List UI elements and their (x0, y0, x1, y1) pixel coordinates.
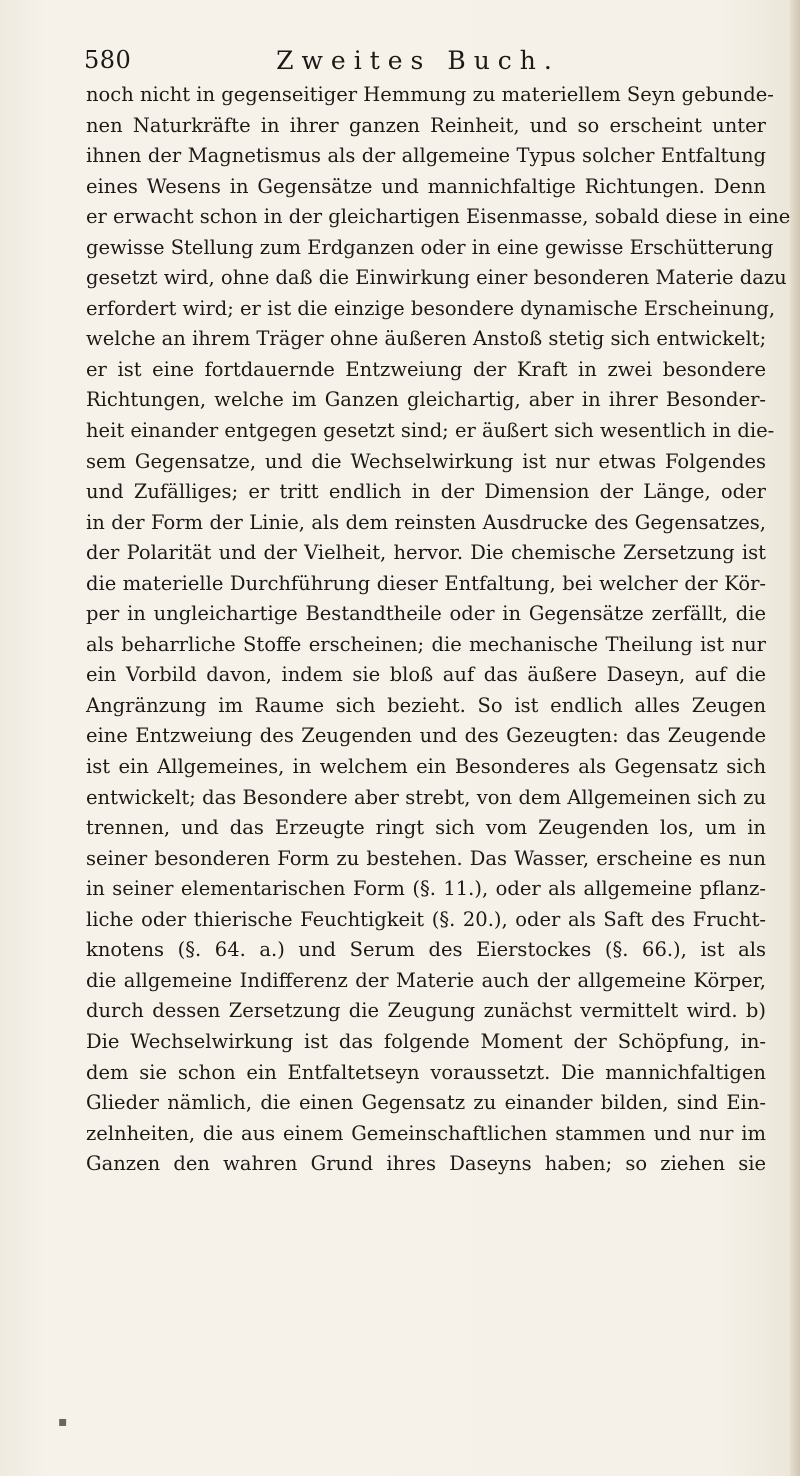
text-line: Richtungen, welche im Ganzen gleichartig, aber in ihrer Besonder- (86, 388, 766, 412)
text-line: noch nicht in gegenseitiger Hemmung zu materiellem Seyn gebunde- (86, 83, 774, 106)
text-line: in seiner elementarischen Form (§. 11.), oder als allgemeine pflanz- (86, 877, 766, 901)
text-line: entwickelt; das Besondere aber strebt, von dem Allgemeinen sich zu (86, 785, 766, 809)
text-line: trennen, und das Erzeugte ringt sich vom Zeugenden los, um in (86, 816, 766, 840)
text-line: liche oder thierische Feuchtigkeit (§. 20.), oder als Saft des Frucht- (86, 907, 766, 931)
text-line: per in ungleichartige Bestandtheile oder in Gegensätze zerfällt, die (86, 602, 766, 626)
text-line: seiner besonderen Form zu bestehen. Das Wasser, erscheine es nun (86, 846, 766, 870)
text-line: heit einander entgegen gesetzt sind; er äußert sich wesentlich in die- (86, 419, 775, 443)
text-line: Die Wechselwirkung ist das folgende Moment der Schöpfung, in- (86, 1029, 766, 1053)
text-line: ein Vorbild davon, indem sie bloß auf das äußere Daseyn, auf die (86, 663, 766, 687)
text-line: erfordert wird; er ist die einzige besondere dynamische Erscheinung, (86, 296, 776, 320)
text-line: und Zufälliges; er tritt endlich in der Dimension der Länge, oder (86, 480, 766, 504)
text-line: die allgemeine Indifferenz der Materie auch der allgemeine Körper, (86, 968, 766, 992)
text-line: welche an ihrem Träger ohne äußeren Anstoß stetig sich entwickelt; (86, 327, 767, 351)
text-line: als beharrliche Stoffe erscheinen; die mechanische Theilung ist nur (86, 632, 766, 656)
text-line: gewisse Stellung zum Erdganzen oder in eine gewisse Erschütterung (86, 235, 774, 259)
text-line: sem Gegensatze, und die Wechselwirkung ist nur etwas Folgendes (86, 449, 766, 473)
running-title: Zweites Buch. (276, 46, 560, 75)
text-line: Angränzung im Raume sich bezieht. So ist endlich alles Zeugen (86, 693, 766, 717)
body-text (86, 80, 791, 1180)
text-line: ihnen der Magnetismus als der allgemeine Typus solcher Entfaltung (86, 144, 766, 168)
page-number: 580 (84, 46, 132, 74)
text-line: knotens (§. 64. a.) und Serum des Eierstockes (§. 66.), ist als (86, 938, 766, 962)
text-line: ist ein Allgemeines, in welchem ein Besonderes als Gegensatz sich (86, 755, 766, 779)
text-line: er ist eine fortdauernde Entzweiung der Kraft in zwei besondere (86, 357, 766, 381)
text-line: eine Entzweiung des Zeugenden und des Gezeugten: das Zeugende (86, 724, 766, 748)
text-line: in der Form der Linie, als dem reinsten Ausdrucke des Gegensatzes, (86, 510, 766, 534)
margin-mark: ▪ (58, 1414, 68, 1430)
text-line: er erwacht schon in der gleichartigen Eisenmasse, sobald diese in eine (86, 205, 791, 229)
text-line: durch dessen Zersetzung die Zeugung zunächst vermittelt wird. b) (86, 999, 766, 1023)
text-line: die materielle Durchführung dieser Entfaltung, bei welcher der Kör- (86, 571, 766, 595)
text-line: eines Wesens in Gegensätze und mannichfaltige Richtungen. Denn (86, 174, 766, 198)
page-header (78, 46, 758, 80)
page-edge (790, 0, 800, 1476)
text-line: Glieder nämlich, die einen Gegensatz zu einander bilden, sind Ein- (86, 1091, 766, 1115)
text-line: nen Naturkräfte in ihrer ganzen Reinheit, und so erscheint unter (86, 113, 766, 137)
text-line: zelnheiten, die aus einem Gemeinschaftlichen stammen und nur im (86, 1121, 766, 1145)
text-line: dem sie schon ein Entfaltetseyn voraussetzt. Die mannichfaltigen (86, 1060, 766, 1084)
text-line: gesetzt wird, ohne daß die Einwirkung einer besonderen Materie dazu (86, 266, 787, 290)
text-line: der Polarität und der Vielheit, hervor. Die chemische Zersetzung ist (86, 541, 766, 565)
text-line: Ganzen den wahren Grund ihres Daseyns haben; so ziehen sie (86, 1152, 766, 1176)
